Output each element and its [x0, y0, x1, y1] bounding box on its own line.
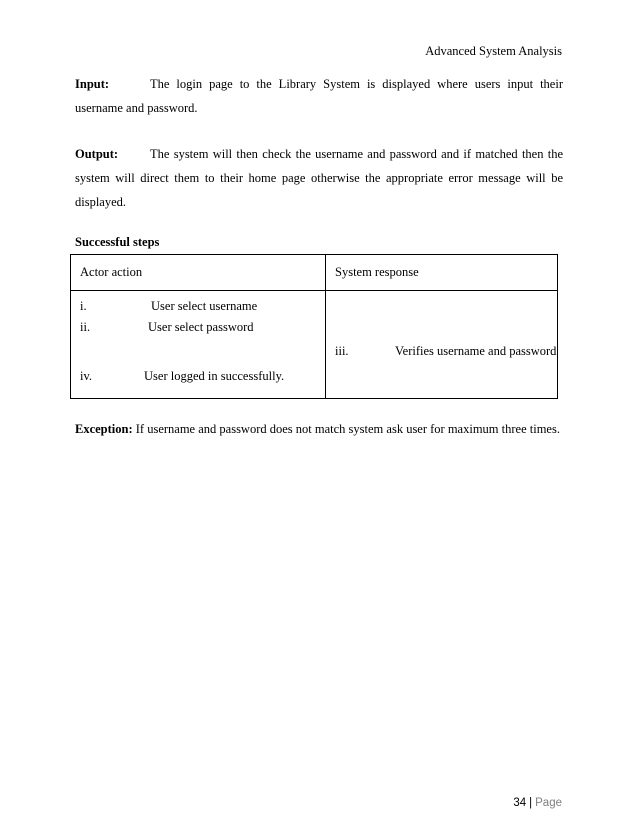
system-response-cell [326, 291, 558, 399]
output-label: Output: [75, 147, 119, 161]
step-number: ii. [80, 320, 91, 334]
output-paragraph [75, 142, 563, 214]
system-step [326, 341, 557, 361]
input-label: Input: [75, 77, 110, 91]
step-text: User select password [148, 320, 254, 334]
table-header-row [71, 255, 558, 291]
column-header-actor: Actor action [71, 255, 326, 291]
exception-label: Exception: [75, 422, 133, 436]
running-header: Advanced System Analysis [425, 44, 562, 58]
actor-step [71, 366, 325, 386]
step-text: User logged in successfully. [144, 369, 285, 383]
exception-text: If username and password does not match system ask user for maximum three times. [135, 422, 560, 436]
step-number: iii. [335, 344, 349, 358]
page-number: 34 [513, 797, 527, 809]
input-paragraph [75, 72, 563, 120]
actor-action-cell [71, 291, 326, 399]
successful-steps-heading: Successful steps [75, 235, 160, 249]
output-text: The system will then check the username and password and if matched then the system will direct them to their home page otherwise the appropriate error message will be displayed. [75, 147, 563, 209]
actor-step [71, 317, 325, 337]
step-number: i. [80, 299, 87, 313]
successful-steps-table [70, 254, 558, 399]
footer-separator: | [529, 797, 533, 809]
page-footer [513, 797, 562, 809]
step-number: iv. [80, 369, 93, 383]
table-row [71, 291, 558, 399]
column-header-system: System response [326, 255, 558, 291]
step-text: User select username [151, 299, 258, 313]
actor-step [71, 296, 325, 316]
input-text: The login page to the Library System is displayed where users input their username and password. [75, 77, 563, 115]
page-label: Page [535, 797, 562, 809]
exception-paragraph [75, 422, 575, 437]
step-text: Verifies username and password [395, 344, 557, 358]
